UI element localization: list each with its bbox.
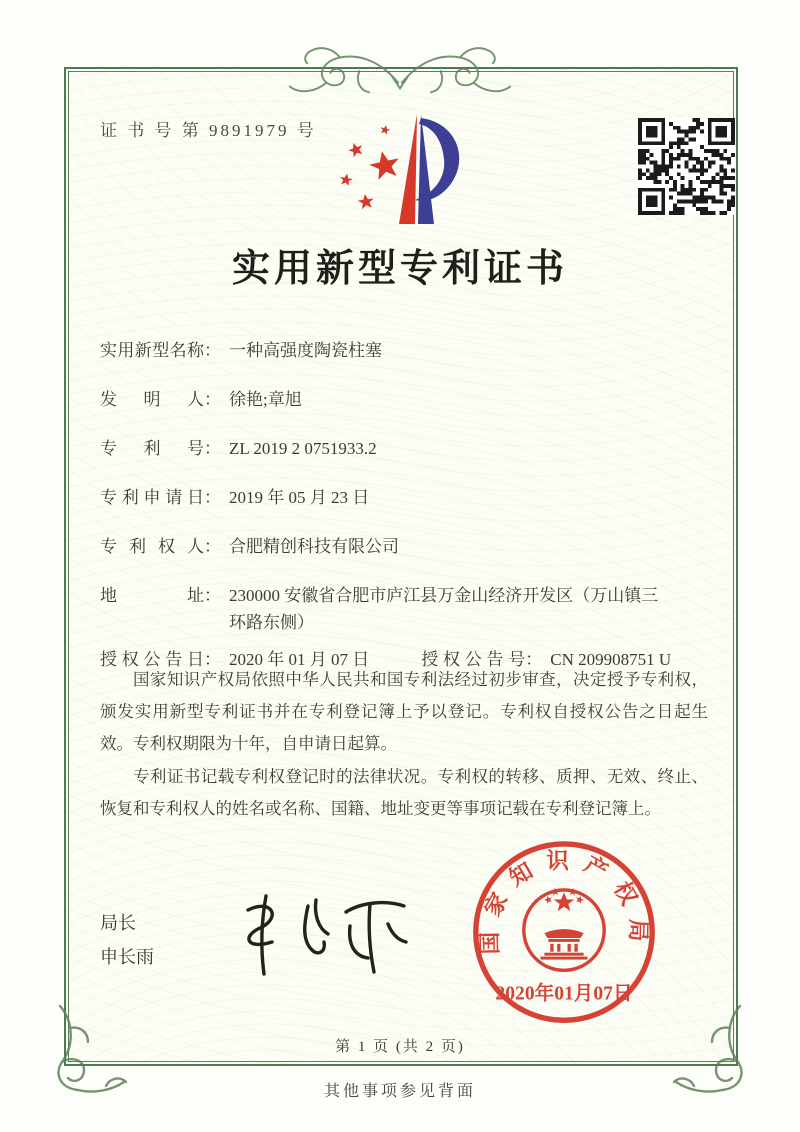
inventor-names: 徐艳;章旭 [229,390,302,409]
commissioner-signature-icon [220,884,420,984]
commissioner-title: 局长 [100,913,136,933]
national-emblem-icon [524,887,604,970]
seal-date: 2020年01月07日 [495,983,633,1005]
field-colon: ： [204,390,221,409]
qr-code [638,118,735,215]
legal-paragraph-2: 专利证书记载专利权登记时的法律状况。专利权的转移、质押、无效、终止、恢复和专利权人的姓名或名称、国籍、地址变更等事项记载在专利登记簿上。 [100,766,708,818]
field-label: 专利申请日 [100,488,204,507]
field-colon: ： [204,537,221,556]
field-row-filing-date [100,484,712,511]
top-scroll-ornament-icon [283,42,517,100]
field-colon: ： [204,341,221,360]
seal-ring-text: 国家知识产权局 [476,848,652,955]
cnipa-official-seal [466,840,662,1036]
patentee-address: 230000 安徽省合肥市庐江县万金山经济开发区（万山镇三环路东侧） [229,586,659,632]
field-label: 授权公告号 [421,650,526,669]
grant-date: 2020 年 01 月 07 日 [229,650,370,669]
commissioner-name: 申长雨 [100,947,154,967]
certificate-title: 实用新型专利证书 [231,248,568,290]
field-label: 授权公告日 [100,650,204,669]
filing-date: 2019 年 05 月 23 日 [229,488,370,507]
field-row-name [100,337,712,364]
field-label: 专利号 [100,439,204,458]
field-colon: ： [204,586,221,605]
field-list [100,337,712,695]
field-colon: ： [204,439,221,458]
field-label: 地址 [100,586,204,605]
field-colon: ： [204,488,221,507]
back-side-note: 其他事项参见背面 [323,1083,476,1100]
field-colon: ： [525,650,543,669]
field-row-patent-no [100,435,712,462]
utility-model-name: 一种高强度陶瓷柱塞 [229,341,382,360]
field-row-inventor [100,386,712,413]
legal-text [100,664,708,825]
certificate-number: 证 书 号 第 9891979 号 [100,121,317,140]
field-label: 发明人 [100,390,204,409]
field-colon: ： [204,650,221,669]
field-row-patentee [100,533,712,560]
grant-publication-number: CN 209908751 U [550,650,672,669]
field-label: 专利权人 [100,537,204,556]
commissioner-block [100,906,154,974]
field-row-address [100,582,712,636]
field-label: 实用新型名称 [100,341,204,360]
legal-paragraph-1: 国家知识产权局依照中华人民共和国专利法经过初步审查，决定授予专利权，颁发实用新型专利证书并在专利登记簿上予以登记。专利权自授权公告之日起生效。专利权期限为十年，自申请日起算。 [100,670,708,754]
cnipa-logo-icon [333,110,465,228]
page-number: 第 1 页 (共 2 页) [335,1039,465,1055]
patent-number: ZL 2019 2 0751933.2 [229,439,377,458]
patentee-name: 合肥精创科技有限公司 [229,537,399,556]
